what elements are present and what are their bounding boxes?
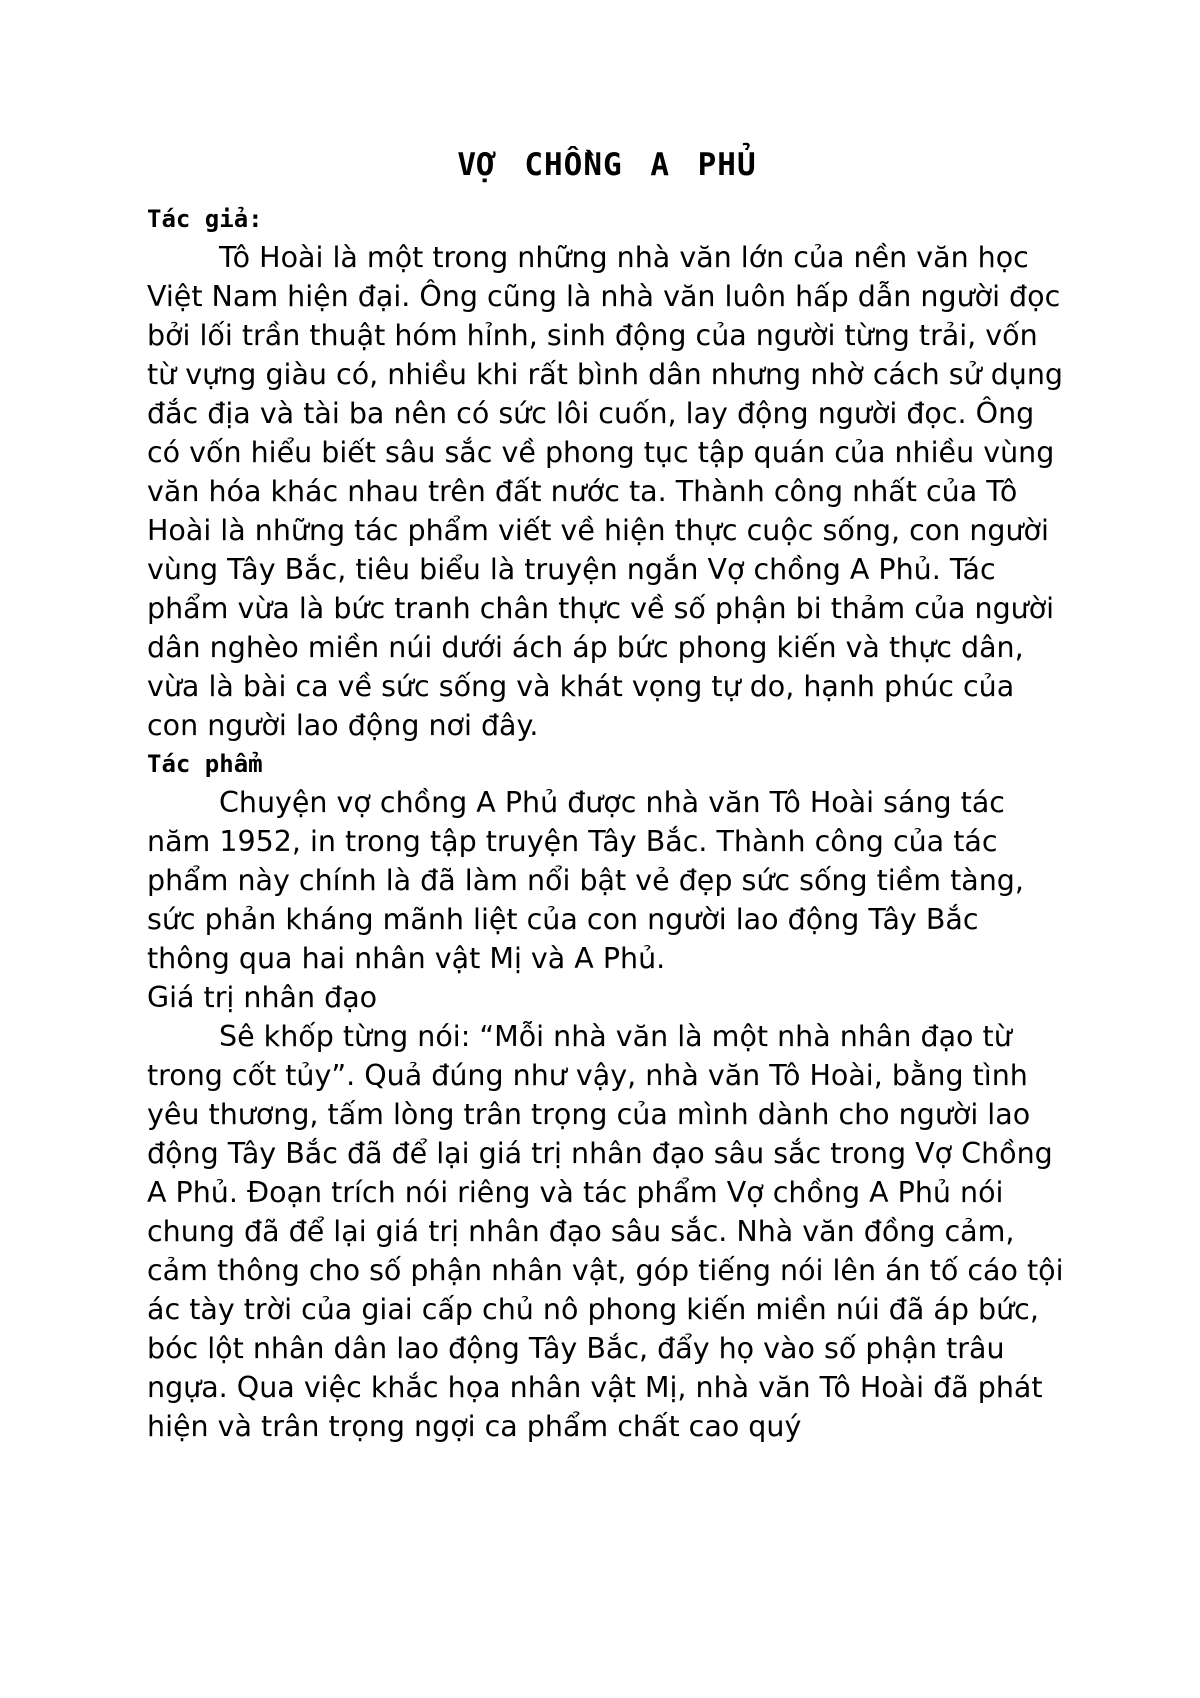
- document-title: VỢ CHỒNG A PHỦ: [457, 147, 757, 183]
- subheading-humanitarian-value: Giá trị nhân đạo: [147, 981, 378, 1014]
- paragraph-humanitarian-value: Sê khốp từng nói: “Mỗi nhà văn là một nhà nhân đạo từ trong cốt tủy”. Quả đúng như vậy, nhà văn Tô Hoài, bằng tình yêu thương, tấm lòng trân trọng của mình dành cho người lao động Tây Bắc đã để lại giá trị nhân đạo sâu sắc trong Vợ Chồng A Phủ. Đoạn trích nói riêng và tác phẩm Vợ chồng A Phủ nói chung đã để lại giá trị nhân đạo sâu sắc. Nhà văn đồng cảm, cảm thông cho số phận nhân vật, góp tiếng nói lên án tố cáo tội ác tày trời của giai cấp chủ nô phong kiến miền núi đã áp bức, bóc lột nhân dân lao động Tây Bắc, đẩy họ vào số phận trâu ngựa. Qua việc khắc họa nhân vật Mị, nhà văn Tô Hoài đã phát hiện và trân trọng ngợi ca phẩm chất cao quý: [147, 1020, 1064, 1443]
- section-heading-author: Tác giả:: [147, 205, 263, 233]
- paragraph-work: Chuyện vợ chồng A Phủ được nhà văn Tô Hoài sáng tác năm 1952, in trong tập truyện Tây Bắc. Thành công của tác phẩm này chính là đã làm nổi bật vẻ đẹp sức sống tiềm tàng, sức phản kháng mãnh liệt của con người lao động Tây Bắc thông qua hai nhân vật Mị và A Phủ.: [147, 786, 1024, 975]
- paragraph-author: Tô Hoài là một trong những nhà văn lớn của nền văn học Việt Nam hiện đại. Ông cũng là nhà văn luôn hấp dẫn người đọc bởi lối trần thuật hóm hỉnh, sinh động của người từng trải, vốn từ vựng giàu có, nhiều khi rất bình dân nhưng nhờ cách sử dụng đắc địa và tài ba nên có sức lôi cuốn, lay động người đọc. Ông có vốn hiểu biết sâu sắc về phong tục tập quán của nhiều vùng văn hóa khác nhau trên đất nước ta. Thành công nhất của Tô Hoài là những tác phẩm viết về hiện thực cuộc sống, con người vùng Tây Bắc, tiêu biểu là truyện ngắn Vợ chồng A Phủ. Tác phẩm vừa là bức tranh chân thực về số phận bi thảm của người dân nghèo miền núi dưới ách áp bức phong kiến và thực dân, vừa là bài ca về sức sống và khát vọng tự do, hạnh phúc của con người lao động nơi đây.: [147, 241, 1064, 742]
- section-heading-work: Tác phẩm: [147, 750, 263, 778]
- document-content: [147, 140, 1067, 1446]
